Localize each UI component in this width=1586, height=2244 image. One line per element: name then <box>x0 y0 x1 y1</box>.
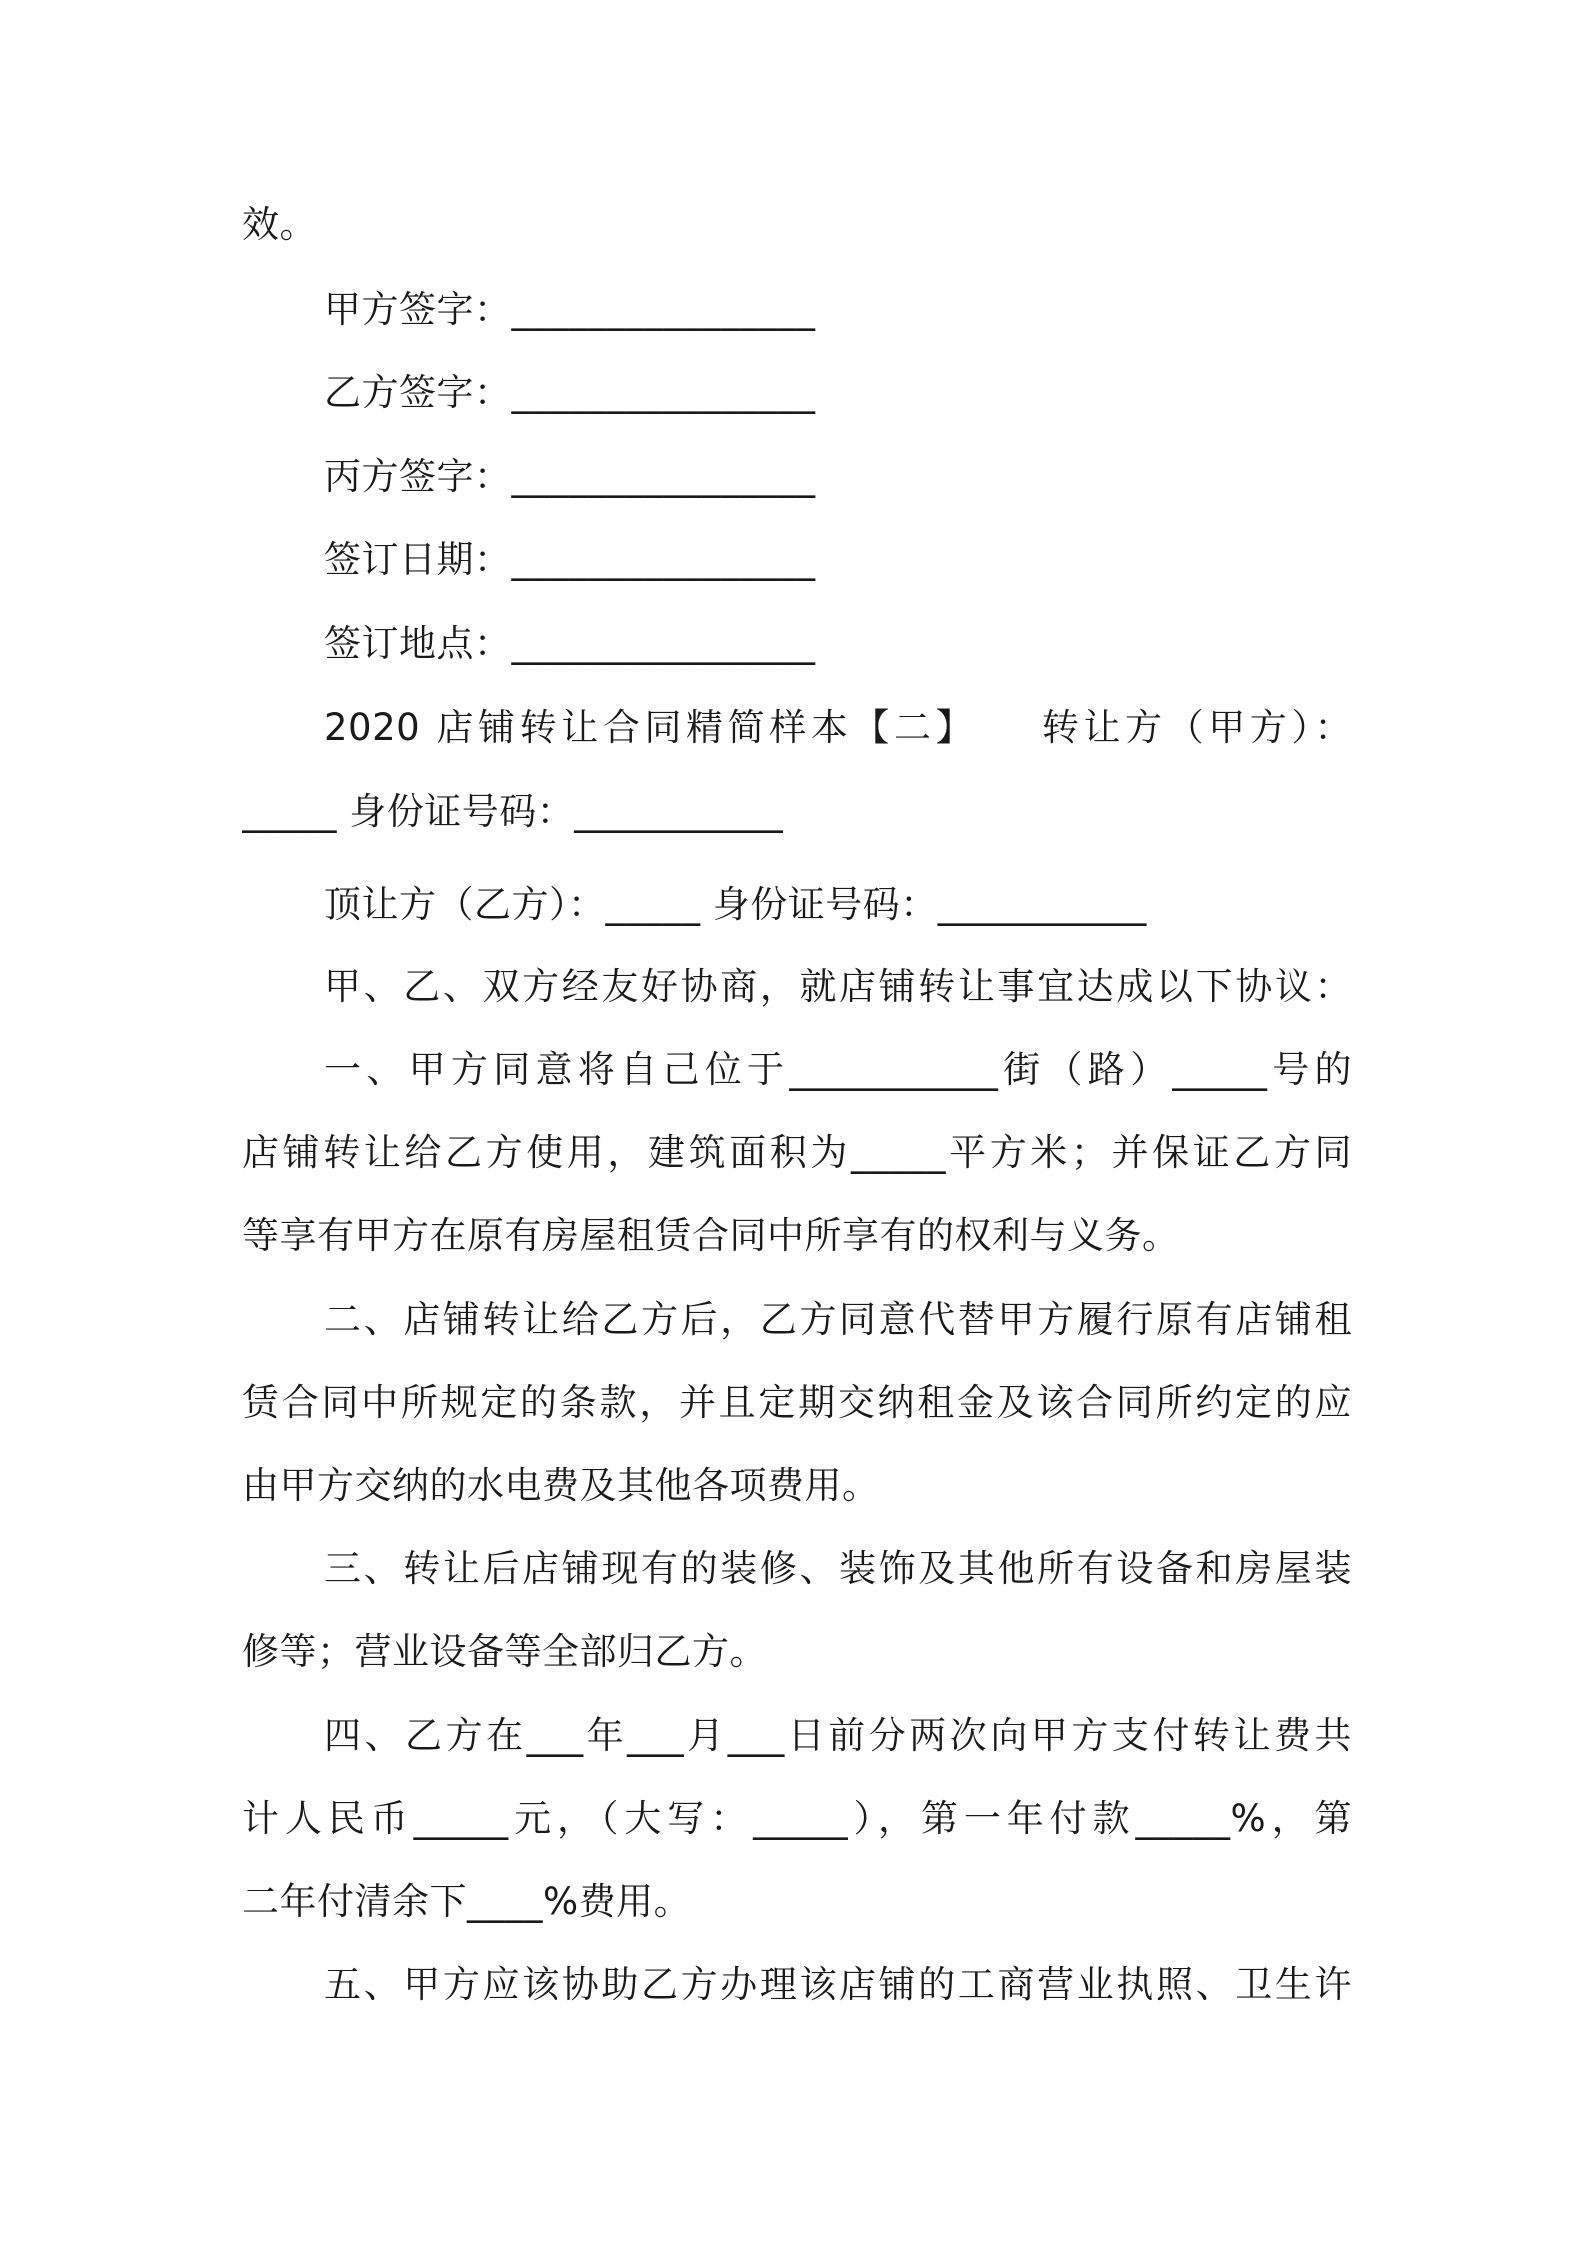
text-line: 修等；营业设备等全部归乙方。 <box>242 1630 767 1673</box>
text-line: 赁合同中所规定的条款，并且定期交纳租金及该合同所约定的应 <box>242 1381 1352 1424</box>
text-line: 顶让方（乙方）：_____ 身份证号码：___________ <box>324 883 1147 926</box>
signing-place-line: 签订地点：________________ <box>324 622 816 665</box>
signature-line-party-b: 乙方签字：________________ <box>324 371 816 414</box>
section-title: 2020 店铺转让合同精简样本【二】 转让方（甲方）： <box>324 706 1352 749</box>
text-line: 甲、乙、双方经友好协商，就店铺转让事宜达成以下协议： <box>324 965 1352 1008</box>
text-line: 一、甲方同意将自己位于___________街（路）_____号的 <box>324 1048 1352 1091</box>
text-line: 效。 <box>242 203 317 246</box>
text-line: 四、乙方在___年___月___日前分两次向甲方支付转让费共 <box>324 1714 1352 1757</box>
text-line: _____ 身份证号码：___________ <box>242 790 784 833</box>
text-line: 三、转让后店铺现有的装修、装饰及其他所有设备和房屋装 <box>324 1547 1352 1590</box>
signature-line-party-a: 甲方签字：________________ <box>324 288 816 331</box>
text-line: 五、甲方应该协助乙方办理该店铺的工商营业执照、卫生许 <box>324 1963 1352 2006</box>
text-line: 等享有甲方在原有房屋租赁合同中所享有的权利与义务。 <box>242 1214 1180 1257</box>
text-line: 二、店铺转让给乙方后，乙方同意代替甲方履行原有店铺租 <box>324 1298 1352 1341</box>
text-line: 由甲方交纳的水电费及其他各项费用。 <box>242 1464 880 1507</box>
signature-line-party-c: 丙方签字：________________ <box>324 455 816 498</box>
text-line: 计人民币_____元，（大写：_____），第一年付款_____%，第 <box>242 1797 1352 1840</box>
signing-date-line: 签订日期：________________ <box>324 538 816 581</box>
text-line: 二年付清余下____%费用。 <box>242 1880 692 1923</box>
text-line: 店铺转让给乙方使用，建筑面积为_____平方米；并保证乙方同 <box>242 1131 1352 1174</box>
